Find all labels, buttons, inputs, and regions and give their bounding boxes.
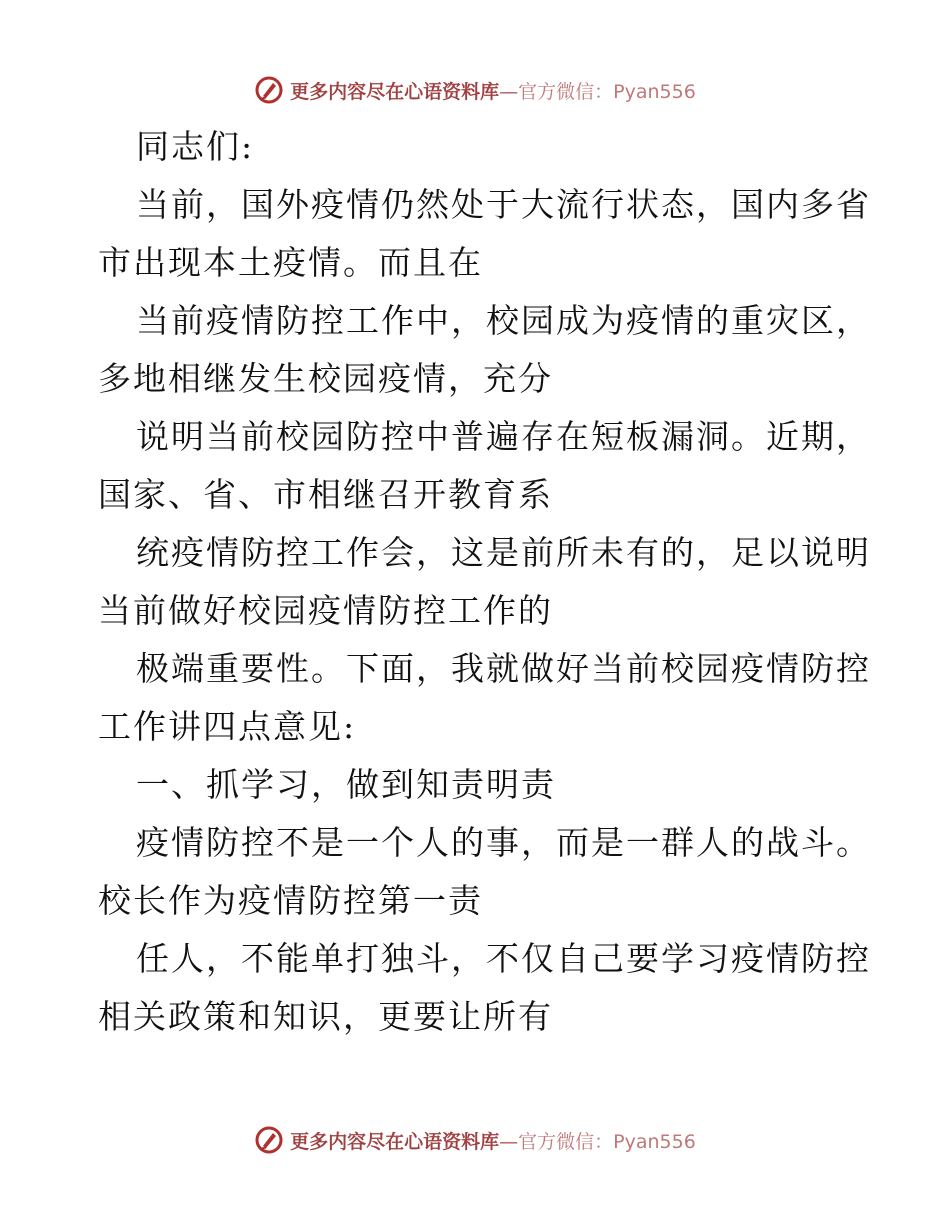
header-banner-dash: — — [499, 80, 519, 103]
text-line: 当前，国外疫情仍然处于大流行状态，国内多省 — [136, 185, 871, 224]
text-line: 同志们: — [136, 127, 255, 166]
header-banner-main: 更多内容尽在心语资料库 — [290, 80, 500, 103]
footer-banner — [0, 1120, 950, 1160]
footer-banner-main: 更多内容尽在心语资料库 — [290, 1130, 500, 1153]
text-line: 任人，不能单打独斗，不仅自己要学习疫情防控 — [136, 939, 871, 978]
pen-logo-icon — [254, 75, 284, 105]
text-line: 多地相继发生校园疫情，充分 — [98, 359, 553, 398]
header-banner — [0, 70, 950, 110]
pen-logo-icon — [254, 1125, 284, 1155]
text-line: 极端重要性。下面，我就做好当前校园疫情防控 — [136, 649, 871, 688]
text-line: 统疫情防控工作会，这是前所未有的，足以说明 — [136, 533, 871, 572]
text-line: 一、抓学习，做到知责明责 — [136, 765, 556, 804]
header-banner-wechat: 官方微信：Pyan556 — [518, 80, 696, 103]
footer-banner-text — [290, 1127, 696, 1154]
text-line: 校长作为疫情防控第一责 — [98, 881, 483, 920]
text-line: 说明当前校园防控中普遍存在短板漏洞。近期， — [136, 417, 871, 456]
text-line: 国家、省、市相继召开教育系 — [98, 475, 553, 514]
text-line: 当前疫情防控工作中，校园成为疫情的重灾区， — [136, 301, 871, 340]
text-line: 疫情防控不是一个人的事，而是一群人的战斗。 — [136, 823, 871, 862]
text-line: 相关政策和知识，更要让所有 — [98, 997, 553, 1036]
text-line: 工作讲四点意见: — [98, 707, 357, 746]
footer-banner-dash: — — [499, 1130, 519, 1153]
text-line: 当前做好校园疫情防控工作的 — [98, 591, 553, 630]
footer-banner-wechat: 官方微信：Pyan556 — [518, 1130, 696, 1153]
header-banner-text — [290, 77, 696, 104]
text-line: 市出现本土疫情。而且在 — [98, 243, 483, 282]
document-body — [98, 118, 871, 1046]
